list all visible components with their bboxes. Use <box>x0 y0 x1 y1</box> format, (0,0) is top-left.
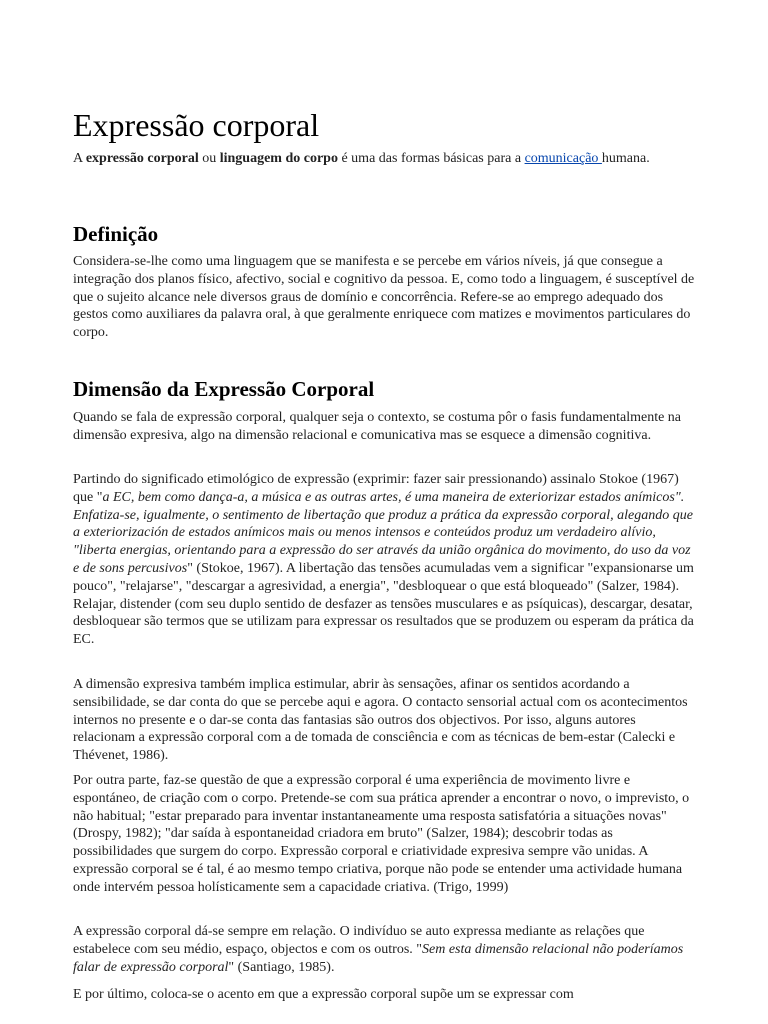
dimension-paragraph: Por outra parte, faz-se questão de que a expressão corporal é uma experiência de movimento livre e espontáneo, de criação com o corpo. Pretende-se com sua prática aprender a encontrar o novo, o imprevisto, o não habitual; "estar preparado para inventar instantaneamente uma resposta satisfatória a situações novas" (Drospy, 1982); "dar saída à espontaneidad criadora em bruto" (Salzer, 1984); descobrir todas as possibilidades que surgem do corpo. Expressão corporal e criatividade expresiva sempre vão unidas. A expressão corporal se é tal, é ao mesmo tempo criativa, porque não pode se entender uma actividade humana onde intervém pessoa holísticamente sem a capacidade criativa. (Trigo, 1999) <box>73 773 690 895</box>
section-heading-definition: Definição <box>73 222 159 246</box>
dimension-paragraph <box>73 471 695 649</box>
dimension-paragraph <box>73 923 695 976</box>
dimension-paragraph: E por último, coloca-se o acento em que a expressão corporal supõe um se expressar com <box>73 987 574 1002</box>
paragraph-text: " (Santiago, 1985). <box>228 959 335 975</box>
dimension-paragraph: A dimensão expresiva também implica estimular, abrir às sensações, afinar os sentidos acordando a sensibilidade, se dar conta do que se percebe aqui e agora. O contacto sensorial actual com os acontecimentos internos no presente e o dar-se conta das fantasias são outros dos objectivos. Por isso, alguns autores relacionam a expressão corporal com a de tomada de consciência e com as técnicas de bem-estar (Calecki e Thévenet, 1986). <box>73 677 688 764</box>
paragraph-text: A expressão corporal dá-se sempre em relação. O indivíduo se auto expressa mediante as relações que estabelece com seu médio, espaço, objectos e com os outros. " <box>73 924 645 957</box>
dimension-paragraph: Quando se fala de expressão corporal, qualquer seja o contexto, se costuma pôr o fasis fundamentalmente na dimensão expresiva, algo na dimensão relacional e comunicativa mas se esquece a dimensão cognitiva. <box>73 410 682 443</box>
section-heading-dimension: Dimensão da Expressão Corporal <box>73 377 375 401</box>
intro-text: A <box>73 151 86 166</box>
intro-term-bold: linguagem do corpo <box>219 151 338 166</box>
paragraph-text: Partindo do significado etimológico de expressão (exprimir: fazer sair pressionando) assinalo Stokoe (1967) que " <box>73 472 679 505</box>
intro-text: é uma das formas básicas para a <box>337 151 525 166</box>
paragraph-text: " (Stokoe, 1967). A libertação das tensões acumuladas vem a significar "expansionarse um pouco", "relajarse", "descargar a agresividad, a energia", "desbloquear o que está bloqueado" (Salzer, 1984). Relajar, distender (com seu duplo sentido de desfazer as tensões musculares e as psíquicas), descargar, desatar, desbloquear são termos que se utilizam para expressar os resultados que se produzem ou esperam da prática da EC. <box>73 560 694 648</box>
communication-link[interactable]: comunicação <box>524 151 602 166</box>
intro-text: humana. <box>601 151 650 166</box>
intro-paragraph <box>73 150 695 168</box>
quote-italic: a EC, bem como dança-a, a música e as outras artes, é uma maneira de exteriorizar estados anímicos". Enfatiza-se, igualmente, o sentimento de libertação que produz a prática da expressão corporal, alegando que a exteriorización de estados anímicos mais ou menos intensos e conteúdos produz um verdadeiro alívio, "liberta energias, orientando para a expressão do ser através da união orgânica do movimento, do uso da voz e de sons percusivos <box>73 489 693 576</box>
intro-text: ou <box>198 151 220 166</box>
quote-italic: Sem esta dimensão relacional não poderíamos falar de expressão corporal <box>73 941 684 975</box>
page-title: Expressão corporal <box>73 107 320 143</box>
intro-term-bold: expressão corporal <box>85 151 199 166</box>
definition-paragraph: Considera-se-lhe como uma linguagem que se manifesta e se percebe em vários níveis, já que consegue a integração dos planos físico, afectivo, social e cognitivo da pessoa. E, como todo a linguagem, é susceptível de que o sujeito alcance nele diversos graus de domínio e concorrência. Refere-se ao emprego adequado dos gestos como auxiliares da palavra oral, à que geralmente enriquece com matizes e movimentos particulares do corpo. <box>73 254 695 341</box>
